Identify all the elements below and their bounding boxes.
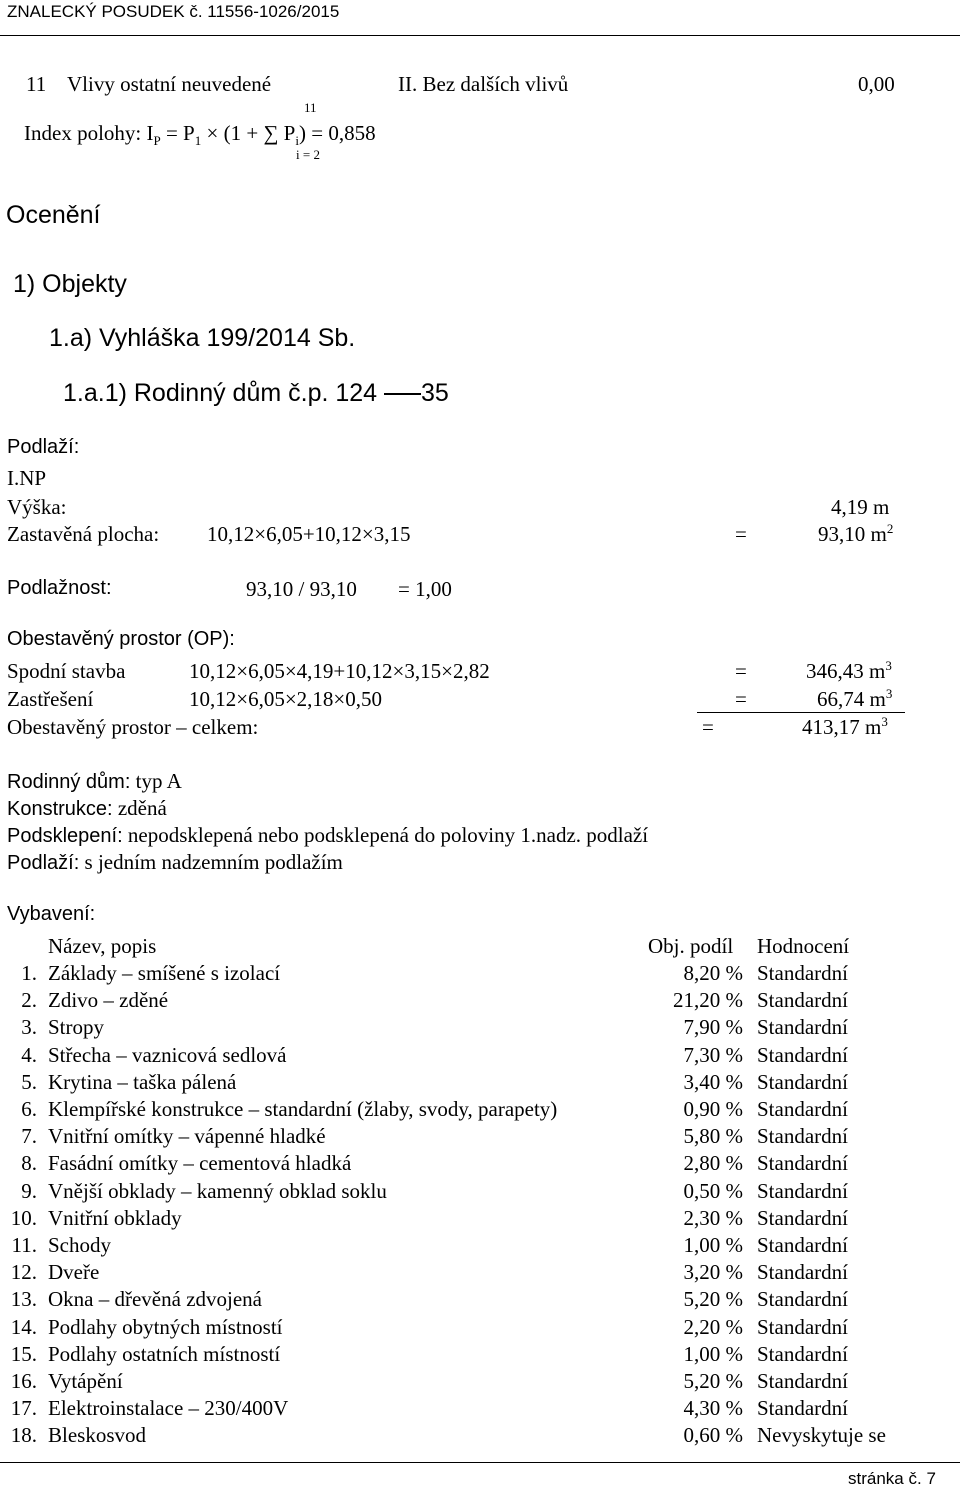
- op-row-value: 66,74 $m^3$: [817, 686, 893, 711]
- item-name: Fasádní omítky – cementová hladká: [48, 1151, 352, 1176]
- item-name: Klempířské konstrukce – standardní (žlaby, svody, parapety): [48, 1097, 558, 1121]
- item-eval: Standardní: [757, 1178, 848, 1203]
- sum-upper-limit: 11: [304, 100, 317, 115]
- item-number: 8.: [21, 1151, 37, 1176]
- item-eval: Standardní: [757, 1260, 848, 1285]
- footer-divider: [0, 1462, 960, 1463]
- item-number: 7.: [21, 1124, 37, 1149]
- item-name: Elektroinstalace – 230/400V: [48, 1396, 289, 1421]
- item-number: 6.: [21, 1097, 37, 1121]
- table-row: [0, 1206, 960, 1233]
- sum-symbol: ∑: [263, 121, 279, 145]
- table-row: [0, 1287, 960, 1314]
- vyska-label: Výška:: [7, 495, 67, 519]
- item-name: Schody: [48, 1233, 111, 1257]
- index-prefix: Index polohy:: [24, 121, 142, 145]
- podlazi-label: Podlaží:: [7, 436, 80, 458]
- item-name: Stropy: [48, 1015, 105, 1040]
- influence-number: 11: [26, 72, 47, 96]
- item-eval: Standardní: [757, 1151, 848, 1176]
- item-eval: Standardní: [757, 1233, 848, 1257]
- item-number: 2.: [21, 988, 37, 1013]
- item-share: 3,20 %: [683, 1260, 743, 1285]
- item-number: 16.: [10, 1369, 37, 1393]
- op-row-value: 346,43 $m^3$: [806, 658, 892, 683]
- table-row: [0, 961, 960, 988]
- item-name: Vytápění: [48, 1369, 123, 1393]
- item-eval: Standardní: [757, 1042, 848, 1067]
- total-underline: [697, 712, 905, 713]
- item-share: 2,20 %: [683, 1314, 743, 1339]
- item-share: 5,20 %: [683, 1369, 743, 1393]
- table-row: [0, 1342, 960, 1369]
- influence-label: Vlivy ostatní neuvedené: [67, 72, 272, 96]
- podlazi-name: I.NP: [7, 466, 47, 490]
- equals-sign: =: [735, 522, 747, 546]
- table-row: [0, 1151, 960, 1178]
- typ-podsklepeni: Podsklepení: nepodsklepená nebo podsklepená do poloviny 1.nadz. podlaží: [7, 823, 649, 847]
- item-share: 4,30 %: [683, 1396, 743, 1421]
- op-label: Obestavěný prostor (OP):: [7, 628, 235, 650]
- table-row: [0, 1423, 960, 1450]
- index-result: ) = 0,858: [298, 121, 376, 145]
- item-number: 1.: [21, 961, 37, 985]
- typ-podlazi: Podlaží: s jedním nadzemním podlažím: [7, 850, 343, 874]
- equals-sign: =: [702, 715, 714, 739]
- item-number: 13.: [10, 1287, 37, 1312]
- item-number: 4.: [21, 1042, 37, 1067]
- item-name: Bleskosvod: [48, 1423, 147, 1448]
- item-number: 17.: [10, 1396, 37, 1421]
- op-total-label: Obestavěný prostor – celkem:: [7, 715, 259, 739]
- item-number: 3.: [21, 1015, 37, 1040]
- column-header-name: Název, popis: [48, 934, 157, 958]
- influence-option: II. Bez dalších vlivů: [398, 72, 569, 96]
- column-header-eval: Hodnocení: [757, 934, 850, 958]
- item-eval: Standardní: [757, 1015, 848, 1040]
- item-name: Podlahy obytných místností: [48, 1314, 283, 1339]
- item-share: 7,90 %: [683, 1015, 743, 1040]
- item-name: Zdivo – zděné: [48, 988, 169, 1013]
- item-eval: Standardní: [757, 1341, 848, 1366]
- table-row: [0, 1179, 960, 1206]
- table-row: [0, 1097, 960, 1124]
- typ-konstrukce: Konstrukce: zděná: [7, 796, 167, 820]
- table-row: [0, 1396, 960, 1423]
- item-eval: Nevyskytuje se: [757, 1423, 886, 1448]
- item-name: Základy – smíšené s izolací: [48, 961, 281, 985]
- vyska-value: 4,19 m: [831, 495, 890, 519]
- item-share: 5,80 %: [683, 1124, 743, 1149]
- item-share: 8,20 %: [683, 961, 743, 985]
- item-name: Podlahy ostatních místností: [48, 1341, 281, 1366]
- zastavena-plocha-value: 93,10 $m^2$: [818, 521, 894, 546]
- item-share: 2,30 %: [683, 1205, 743, 1230]
- item-eval: Standardní: [757, 1396, 848, 1421]
- item-share: 0,60 %: [683, 1423, 743, 1448]
- header-divider: [0, 35, 960, 36]
- page-number: 7: [926, 1469, 936, 1488]
- item-number: 14.: [10, 1314, 37, 1339]
- section-objekty: 1) Objekty: [13, 270, 127, 298]
- table-row: [0, 1315, 960, 1342]
- section-oceneni: Ocenění: [6, 201, 101, 229]
- document-header: ZNALECKÝ POSUDEK č. 11556-1026/2015: [7, 2, 340, 21]
- table-row: [0, 1233, 960, 1260]
- table-row: [0, 1260, 960, 1287]
- item-eval: Standardní: [757, 1124, 848, 1149]
- zastavena-plocha-formula: 10,12×6,05+10,12×3,15: [207, 522, 411, 546]
- table-row: [0, 1043, 960, 1070]
- item-eval: Standardní: [757, 1287, 848, 1312]
- item-share: 21,20 %: [673, 988, 743, 1013]
- item-eval: Standardní: [757, 1314, 848, 1339]
- item-share: 2,80 %: [683, 1151, 743, 1176]
- item-number: 11.: [11, 1233, 37, 1257]
- item-eval: Standardní: [757, 1069, 848, 1094]
- column-header-share: Obj. podíl: [648, 934, 734, 958]
- item-share: 0,50 %: [683, 1178, 743, 1203]
- item-share: 7,30 %: [683, 1042, 743, 1067]
- podlaznost-formula: 93,10 / 93,10: [246, 577, 357, 601]
- op-total-value: 413,17 $m^3$: [802, 714, 888, 739]
- item-eval: Standardní: [757, 1369, 848, 1393]
- op-row-formula: 10,12×6,05×2,18×0,50: [189, 687, 383, 711]
- item-name: Dveře: [48, 1260, 100, 1285]
- item-share: 5,20 %: [683, 1287, 743, 1312]
- item-eval: Standardní: [757, 961, 848, 985]
- item-number: 9.: [21, 1178, 37, 1203]
- equals-sign: =: [735, 687, 747, 711]
- podlaznost-label: Podlažnost:: [7, 577, 112, 599]
- zastavena-plocha-label: Zastavěná plocha:: [7, 522, 160, 546]
- table-row: [0, 1124, 960, 1151]
- item-eval: Standardní: [757, 1097, 848, 1121]
- item-eval: Standardní: [757, 1205, 848, 1230]
- table-row: [0, 988, 960, 1015]
- item-eval: Standardní: [757, 988, 848, 1013]
- item-name: Vnější obklady – kamenný obklad soklu: [48, 1178, 387, 1203]
- op-row-name: Spodní stavba: [7, 659, 126, 683]
- table-row: [0, 1369, 960, 1396]
- item-name: Krytina – taška pálená: [48, 1069, 237, 1094]
- index-formula: Index polohy: $I_P = P_1 \times (1$ + ∑ $P_i) = 0,858$: [24, 121, 376, 149]
- table-row: [0, 1070, 960, 1097]
- item-name: Střecha – vaznicová sedlová: [48, 1042, 287, 1067]
- table-header: [0, 934, 960, 961]
- section-vyhlaska: 1.a) Vyhláška 199/2014 Sb.: [49, 324, 356, 352]
- item-name: Vnitřní omítky – vápenné hladké: [48, 1124, 326, 1149]
- op-row-formula: 10,12×6,05×4,19+10,12×3,15×2,82: [189, 659, 490, 683]
- typ-dum: Rodinný dům: typ A: [7, 769, 182, 793]
- dash-mark: [384, 393, 421, 395]
- item-number: 5.: [21, 1069, 37, 1094]
- table-row: [0, 1015, 960, 1042]
- item-share: 1,00 %: [683, 1341, 743, 1366]
- item-number: 15.: [10, 1341, 37, 1366]
- item-name: Okna – dřevěná zdvojená: [48, 1287, 262, 1312]
- item-number: 10.: [10, 1205, 37, 1230]
- item-name: Vnitřní obklady: [48, 1205, 182, 1230]
- vybaveni-label: Vybavení:: [7, 903, 96, 925]
- item-share: 1,00 %: [683, 1233, 743, 1257]
- item-number: 12.: [10, 1260, 37, 1285]
- sum-lower-limit: i = 2: [296, 147, 320, 162]
- item-share: 3,40 %: [683, 1069, 743, 1094]
- item-share: 0,90 %: [683, 1097, 743, 1121]
- page-footer: stránka č. 7: [848, 1469, 936, 1488]
- section-rodinny-dum: 1.a.1) Rodinný dům č.p. 124 35: [63, 379, 449, 407]
- influence-value: 0,00: [858, 72, 895, 96]
- equals-sign: =: [735, 659, 747, 683]
- item-number: 18.: [10, 1423, 37, 1448]
- op-row-name: Zastřešení: [7, 687, 94, 711]
- podlaznost-result: = 1,00: [398, 577, 452, 601]
